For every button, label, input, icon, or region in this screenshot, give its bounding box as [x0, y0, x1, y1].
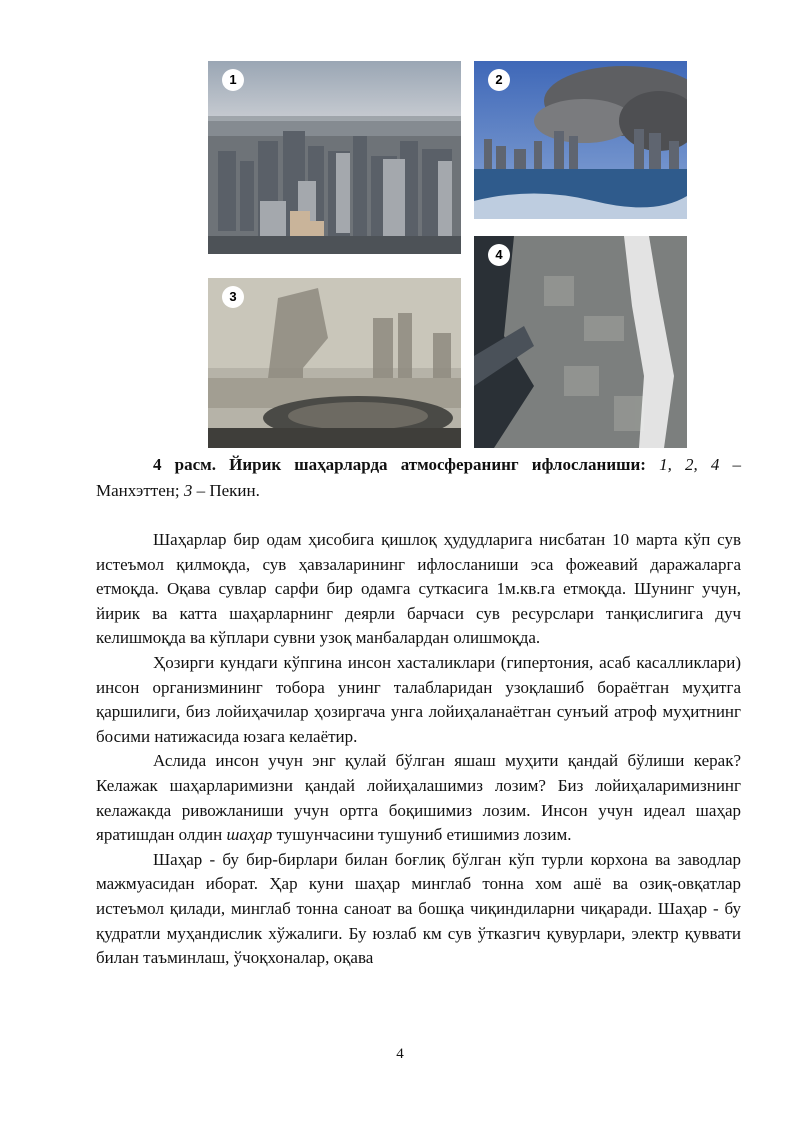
- caption-title: 4 расм. Йирик шаҳарларда атмосферанинг ифлосланиши:: [153, 455, 646, 474]
- photo-beijing-smog: [208, 278, 461, 448]
- paragraph-text: Аслида инсон учун энг қулай бўлган яшаш муҳити қандай бўлиши керак? Келажак шаҳарларимизни қандай лойиҳалашимиз лозим? Биз лойиҳаларимизнинг келажакда ривожланиши учун ортга боқишимиз лозим. Инсон учун идеал шаҳар яратишдан олдин: [96, 751, 741, 845]
- caption-number-3: 3: [183, 481, 193, 500]
- paragraph: [96, 749, 741, 847]
- photo-number-badge: 1: [222, 69, 244, 91]
- photo-manhattan-aerial: [208, 61, 461, 254]
- photo-number-badge: 2: [488, 69, 510, 91]
- body-text: [96, 528, 741, 971]
- paragraph: Шаҳарлар бир одам ҳисобига қишлоқ ҳудудларига нисбатан 10 марта кўп сув истеъмол қилмоқда, сув ҳавзаларининг ифлосланиши эса фожеавий даражаларга етмоқда. Оқава сувлар сарфи бир одамга суткасига 1м.кв.га етмоқда. Шунинг учун, йирик ва катта шаҳарларнинг деярли барчаси сув ресурслари танқислигига дуч келишмоқда ва кўплари сувни узоқ манбалардан олишмоқда.: [96, 530, 741, 648]
- paragraph: Ҳозирги кундаги кўпгина инсон хасталиклари (гипертония, асаб касалликлари) инсон организмининг тобора унинг талабларидан узоқлашиб бораётган муҳитга қаршилиги, биз лойиҳачилар ҳозиргача унга лойиҳаланаётган сунъий атроф муҳитнинг босими натижасида юзага келаётир.: [96, 652, 741, 746]
- figure-caption: [96, 452, 741, 504]
- caption-beijing: – Пекин.: [192, 481, 260, 500]
- photo-manhattan-smoke: [474, 61, 687, 219]
- photo-number-badge: 4: [488, 244, 510, 266]
- photo-number-badge: 3: [222, 286, 244, 308]
- page-number: 4: [396, 1046, 404, 1062]
- emphasis-term: шаҳар: [226, 825, 273, 845]
- photo-manhattan-satellite: [474, 236, 687, 448]
- caption-manhattan: – Манхэттен;: [96, 455, 742, 500]
- paragraph: Шаҳар - бу бир-бирлари билан боғлиқ бўлган кўп турли корхона ва заводлар мажмуасидан иборат. Ҳар куни шаҳар минглаб тонна хом ашё ва озиқ-овқатлар истеъмол қилади, минглаб тонна саноат ва бошқа чиқиндиларни чиқаради. Шаҳар - бу қудратли муҳандислик хўжалиги. Бу юзлаб км сув ўтказгич қувурлари, электр қуввати билан таъминлаш, ўчоқхоналар, оқава: [96, 849, 741, 968]
- paragraph-text: тушунчасини тушуниб етишимиз лозим.: [272, 825, 572, 845]
- caption-numbers: 1, 2, 4: [659, 455, 720, 474]
